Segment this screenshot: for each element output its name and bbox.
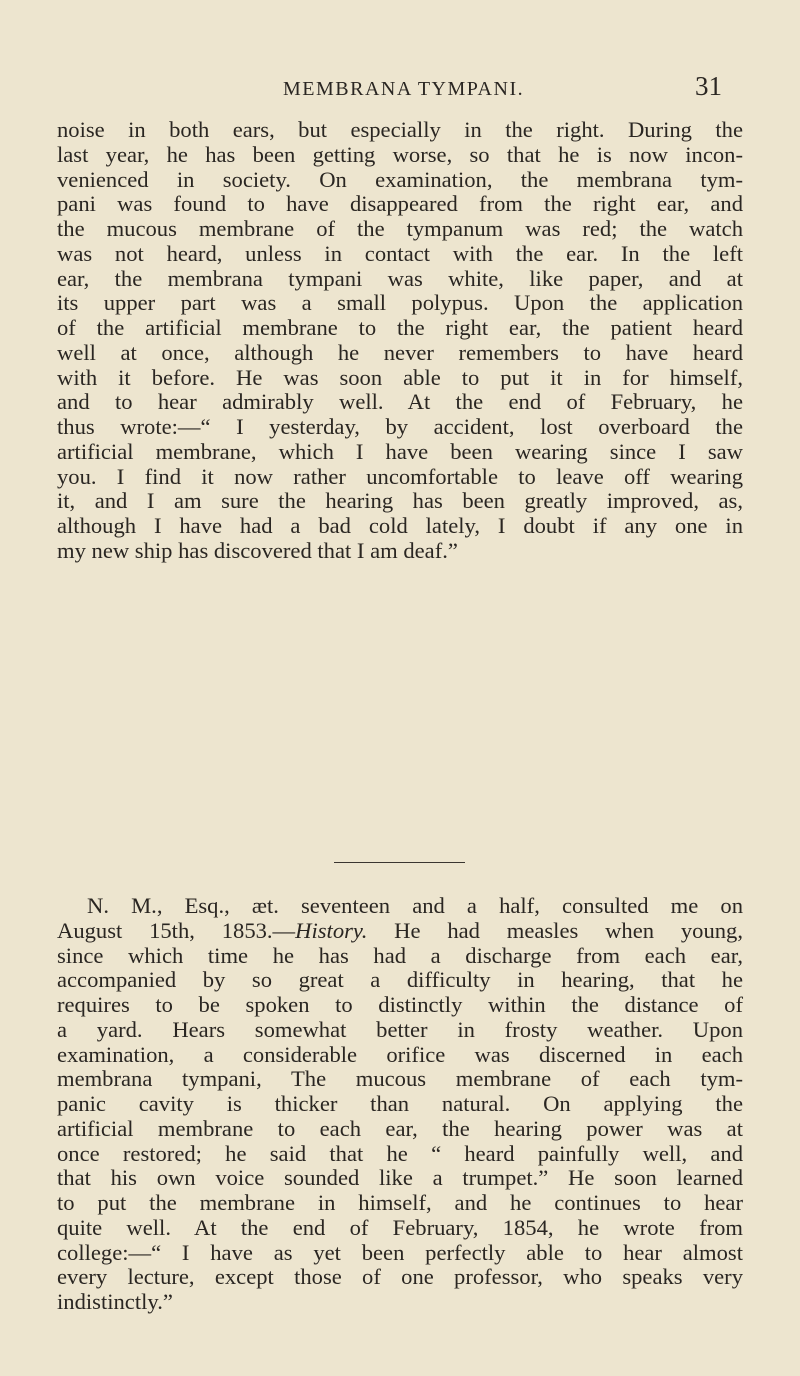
text-line: membrana tympani, The mucous membrane of each tym- (57, 1066, 743, 1092)
text-line: and to hear admirably well. At the end of February, he (57, 389, 743, 415)
text-line: of the artificial membrane to the right ear, the patient heard (57, 315, 743, 340)
running-title: MEMBRANA TYMPANI. (283, 78, 525, 100)
text-line: it, and I am sure the hearing has been greatly improved, as, (57, 488, 743, 514)
text-line: with it before. He was soon able to put it in for himself, (57, 364, 743, 390)
text-line: once restored; he said that he “ heard painfully well, and (57, 1140, 743, 1166)
text-line: accompanied by so great a difficulty in hearing, that he (57, 967, 743, 993)
text-line: last year, he has been getting worse, so that he is now incon- (57, 141, 743, 167)
text-line: a yard. Hears somewhat better in frosty weather. Upon (57, 1016, 743, 1042)
text-line: its upper part was a small polypus. Upon the application (57, 290, 743, 316)
page-number: 31 (695, 71, 722, 101)
text-line: was not heard, unless in contact with the ear. In the left (57, 240, 743, 266)
text-line: N. M., Esq., æt. seventeen and a half, consulted me on (87, 893, 743, 918)
text-line: examination, a considerable orifice was discerned in each (57, 1041, 743, 1067)
text-line: you. I find it now rather uncomfortable to leave off wearing (57, 463, 743, 489)
text-line: panic cavity is thicker than natural. On applying the (57, 1091, 743, 1116)
text-line: college:—“ I have as yet been perfectly able to hear almost (57, 1239, 743, 1265)
text-line: requires to be spoken to distinctly within the distance of (57, 992, 743, 1017)
paragraph-case-n-m (57, 894, 743, 1315)
text-line: the mucous membrane of the tympanum was red; the watch (57, 216, 743, 241)
section-divider (334, 862, 465, 863)
text-line: ear, the membrana tympani was white, like paper, and at (57, 265, 743, 291)
text-line: indistinctly.” (57, 1289, 173, 1314)
text-line: to put the membrane in himself, and he continues to hear (57, 1190, 743, 1215)
text-line: noise in both ears, but especially in the right. During the (57, 117, 743, 142)
text-line: thus wrote:—“ I yesterday, by accident, lost overboard the (57, 414, 743, 439)
text-line: although I have had a bad cold lately, I doubt if any one in (57, 513, 743, 538)
text-line: that his own voice sounded like a trumpet.” He soon learned (57, 1165, 743, 1191)
text-line-history (57, 919, 743, 944)
history-text: He had measles when young, (367, 917, 743, 943)
text-line: every lecture, except those of one professor, who speaks very (57, 1264, 743, 1290)
text-line: well at once, although he never remembers to have heard (57, 339, 743, 365)
text-line: venienced in society. On examination, the membrana tym- (57, 166, 743, 192)
history-heading: History. (295, 917, 368, 943)
text-line: since which time he has had a discharge from each ear, (57, 942, 743, 968)
date-text: August 15th, 1853.— (57, 917, 296, 943)
text-line: artificial membrane to each ear, the hearing power was at (57, 1115, 743, 1141)
paragraph-case-continued (57, 118, 743, 564)
text-line: pani was found to have disappeared from the right ear, and (57, 191, 743, 217)
text-line: quite well. At the end of February, 1854, he wrote from (57, 1214, 743, 1240)
text-line: artificial membrane, which I have been wearing since I saw (57, 438, 743, 464)
text-line: my new ship has discovered that I am deaf.” (57, 537, 458, 563)
